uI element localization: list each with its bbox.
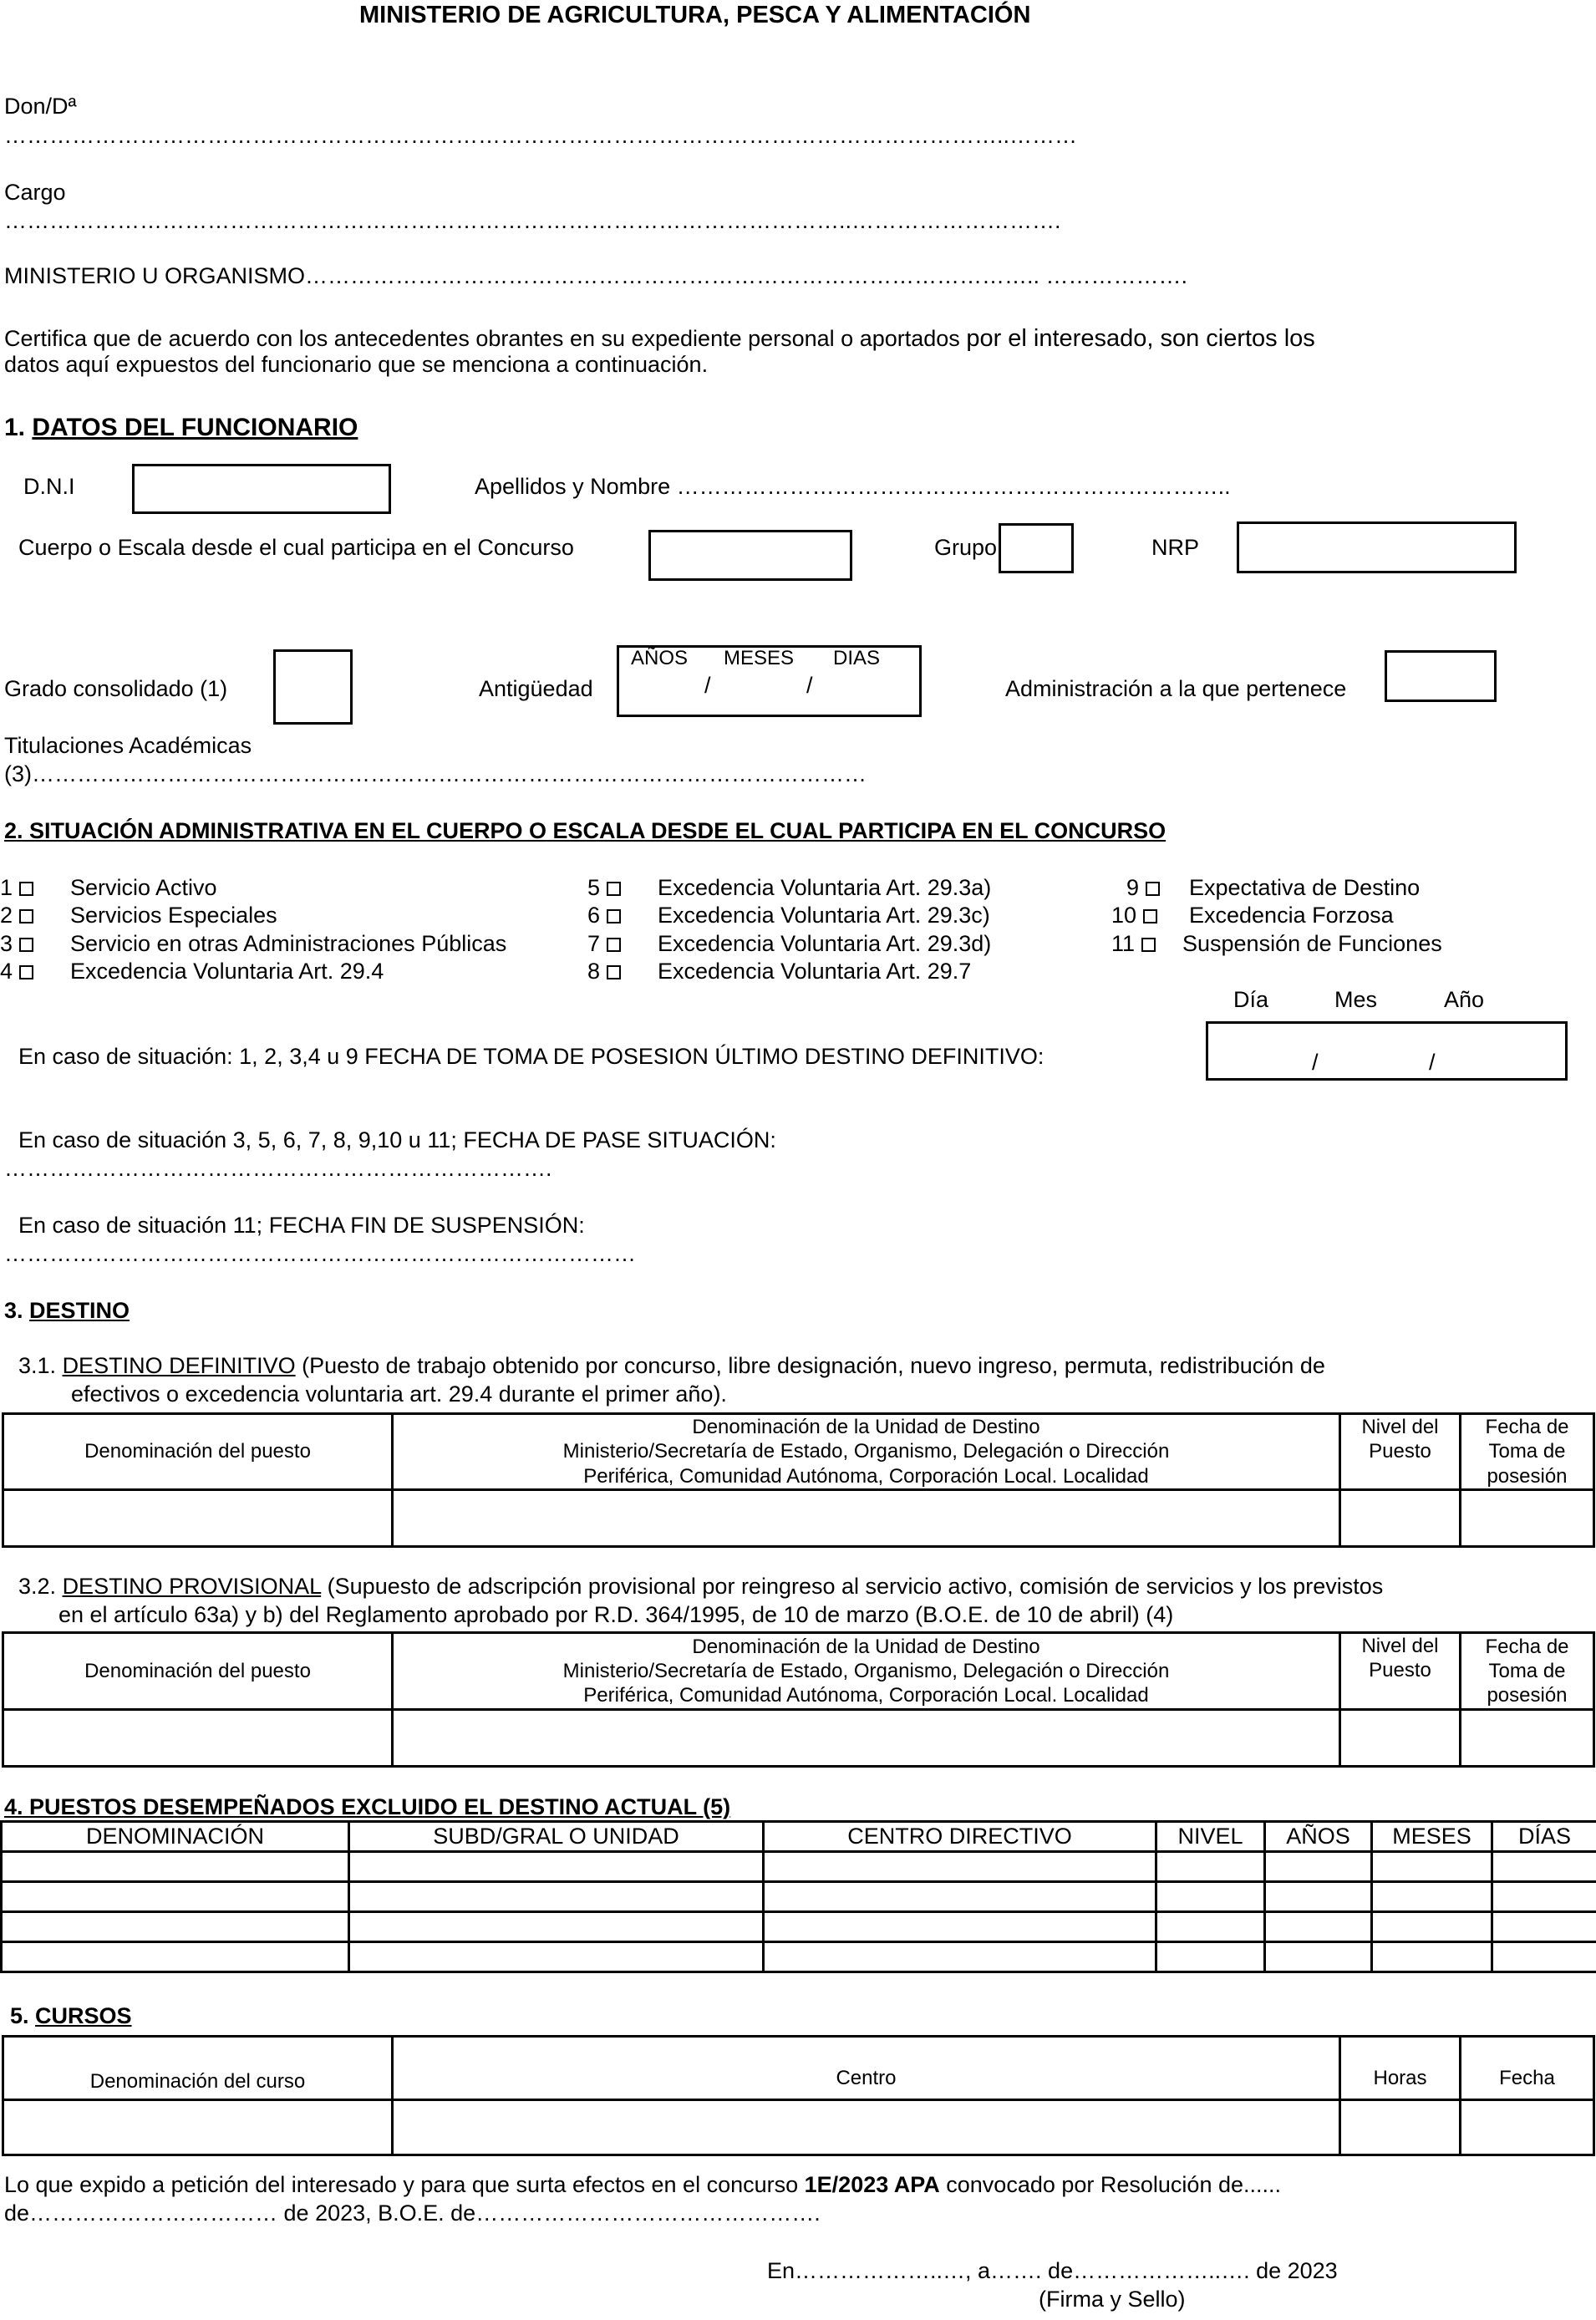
cuerpo-field[interactable] — [648, 530, 852, 581]
nrp-label: NRP — [1151, 535, 1200, 560]
header-nivel: Nivel del Puesto — [1340, 1414, 1461, 1490]
destino-provisional-text: 3.2. DESTINO PROVISIONAL (Supuesto de adscripción provisional por reingreso al servicio activo, comisión de servicios y los previstos — [18, 1574, 1384, 1599]
dias-label: DIAS — [833, 647, 881, 669]
option-2: 2 — [0, 903, 33, 929]
col-curso: Denominación del curso — [3, 2037, 393, 2100]
titulaciones-label: Titulaciones Académicas — [4, 733, 252, 758]
fecha-pase-dots: ………………………………………………………………. — [4, 1156, 552, 1181]
grado-field[interactable] — [273, 649, 353, 725]
dni-field[interactable] — [132, 464, 391, 514]
option-9-label: Expectativa de Destino — [1189, 875, 1421, 900]
antiguedad-slash-1: / — [704, 673, 711, 698]
col-fecha: Fecha — [1461, 2037, 1594, 2100]
option-5: 5 — [587, 876, 621, 901]
col-centro: Centro — [393, 2037, 1340, 2100]
cert-line-1: Certifica que de acuerdo con los antecedentes obrantes en su expediente personal o aportados por el interesado, son ciertos los — [4, 325, 1315, 352]
col-centro: CENTRO DIRECTIVO — [764, 1822, 1156, 1852]
destino-definitivo-text-2: efectivos o excedencia voluntaria art. 29.4 durante el primer año). — [71, 1381, 727, 1407]
anos-label: AÑOS — [631, 647, 689, 669]
cert-line-2: datos aquí expuestos del funcionario que se menciona a continuación. — [4, 352, 709, 377]
cursos-table — [2, 2035, 1595, 2156]
destino-definitivo-table — [2, 1412, 1595, 1548]
section-3-heading: 3. DESTINO — [4, 1298, 130, 1323]
header-nivel: Nivel del Puesto — [1340, 1633, 1461, 1710]
cell-horas[interactable] — [1340, 2100, 1461, 2155]
ministerio-label: MINISTERIO U ORGANISMO…………………………………………………………………………………….. ………………. — [4, 263, 1188, 288]
option-8-label: Excedencia Voluntaria Art. 29.7 — [658, 959, 972, 984]
header-unidad: Denominación de la Unidad de Destino Ministerio/Secretaría de Estado, Organismo, Delegación o Dirección Periférica, Comunidad Autónoma, Corporación Local. Localidad — [393, 1633, 1340, 1710]
dia-label: Día — [1233, 987, 1269, 1012]
fecha-slash-2: / — [1429, 1050, 1436, 1075]
col-meses: MESES — [1372, 1822, 1492, 1852]
fecha-slash-1: / — [1312, 1050, 1319, 1075]
header-puesto: Denominación del puesto — [3, 1633, 393, 1710]
checkbox[interactable] — [607, 909, 621, 923]
header-unidad: Denominación de la Unidad de Destino Ministerio/Secretaría de Estado, Organismo, Delegación o Dirección Periférica, Comunidad Autónoma, Corporación Local. Localidad — [393, 1414, 1340, 1490]
document-title: MINISTERIO DE AGRICULTURA, PESCA Y ALIMENTACIÓN — [359, 2, 1031, 28]
nrp-field[interactable] — [1237, 521, 1517, 573]
cell-curso[interactable] — [3, 2100, 393, 2155]
option-3: 3 — [0, 932, 33, 957]
section-5-heading: 5. CURSOS — [10, 2003, 132, 2028]
closing-line-1: Lo que expido a petición del interesado y para que surta efectos en el concurso 1E/2023 APA convocado por Resolución de...... — [4, 2172, 1282, 2197]
cell-unidad[interactable] — [393, 1710, 1340, 1767]
option-7-label: Excedencia Voluntaria Art. 29.3d) — [658, 931, 992, 956]
col-horas: Horas — [1340, 2037, 1461, 2100]
option-8: 8 — [587, 959, 621, 984]
cell-centro[interactable] — [393, 2100, 1340, 2155]
destino-definitivo-text: 3.1. DESTINO DEFINITIVO (Puesto de trabajo obtenido por concurso, libre designación, nuevo ingreso, permuta, redistribución de — [18, 1353, 1325, 1378]
header-puesto: Denominación del puesto — [3, 1414, 393, 1490]
apellidos-label: Apellidos y Nombre ……………………………………………………………….. — [475, 474, 1231, 499]
table-row — [2, 1852, 1596, 1882]
col-nivel: NIVEL — [1156, 1822, 1265, 1852]
header-fecha: Fecha de Toma de posesión — [1461, 1633, 1594, 1710]
option-11: 11 — [1111, 932, 1156, 957]
mes-label: Mes — [1334, 987, 1378, 1012]
checkbox[interactable] — [607, 882, 621, 896]
closing-line-2: de…………………………… de 2023, B.O.E. de………………………………………. — [4, 2200, 821, 2226]
table-row — [2, 1942, 1596, 1972]
cell-nivel[interactable] — [1340, 1489, 1461, 1546]
option-10: 10 — [1111, 903, 1157, 929]
fecha-toma-field[interactable] — [1206, 1021, 1568, 1081]
grupo-label: Grupo — [934, 535, 998, 560]
option-3-label: Servicio en otras Administraciones Públicas — [70, 931, 507, 956]
cell-nivel[interactable] — [1340, 1710, 1461, 1767]
antiguedad-label: Antigüedad — [479, 676, 593, 701]
antiguedad-slash-2: / — [806, 673, 813, 698]
option-9: 9 — [1126, 876, 1160, 901]
col-denominacion: DENOMINACIÓN — [2, 1822, 349, 1852]
section-2-heading: 2. SITUACIÓN ADMINISTRATIVA EN EL CUERPO O ESCALA DESDE EL CUAL PARTICIPA EN EL CONCURSO — [4, 818, 1167, 843]
destino-provisional-table — [2, 1631, 1595, 1768]
cargo-dots: …………………………………………………………………………………………………..………………………. — [4, 208, 1061, 233]
signature-label: (Firma y Sello) — [1039, 2287, 1186, 2312]
cuerpo-label: Cuerpo o Escala desde el cual participa en el Concurso — [18, 535, 574, 560]
cell-fecha[interactable] — [1461, 1489, 1594, 1546]
option-6-label: Excedencia Voluntaria Art. 29.3c) — [658, 903, 990, 928]
option-1: 1 — [0, 876, 33, 901]
checkbox[interactable] — [1143, 909, 1157, 923]
grado-label: Grado consolidado (1) — [4, 676, 228, 701]
checkbox[interactable] — [19, 882, 33, 896]
don-label: Don/Dª — [4, 94, 77, 119]
col-subd: SUBD/GRAL O UNIDAD — [349, 1822, 764, 1852]
option-10-label: Excedencia Forzosa — [1189, 903, 1394, 928]
puestos-table — [0, 1820, 1596, 1973]
administracion-field[interactable] — [1385, 650, 1497, 702]
checkbox[interactable] — [1141, 938, 1156, 952]
grupo-field[interactable] — [999, 523, 1074, 573]
cell-unidad[interactable] — [393, 1489, 1340, 1546]
titulaciones-dots: (3)………………………………………………………………………………………………… — [4, 761, 867, 786]
section-1-heading: 1. DATOS DEL FUNCIONARIO — [4, 414, 358, 441]
cell-fecha[interactable] — [1461, 1710, 1594, 1767]
checkbox[interactable] — [19, 938, 33, 952]
checkbox[interactable] — [607, 965, 621, 979]
cell-puesto[interactable] — [3, 1710, 393, 1767]
option-6: 6 — [587, 903, 621, 929]
table-row — [2, 1882, 1596, 1912]
option-4-label: Excedencia Voluntaria Art. 29.4 — [70, 959, 384, 984]
option-2-label: Servicios Especiales — [70, 903, 277, 928]
option-1-label: Servicio Activo — [70, 875, 217, 900]
destino-provisional-text-2: en el artículo 63a) y b) del Reglamento aprobado por R.D. 364/1995, de 10 de marzo (B.O.E. de 10 de abril) (4) — [58, 1602, 1174, 1627]
fecha-toma-label: En caso de situación: 1, 2, 3,4 u 9 FECHA DE TOMA DE POSESION ÚLTIMO DESTINO DEFINITIVO: — [18, 1044, 1045, 1069]
option-5-label: Excedencia Voluntaria Art. 29.3a) — [658, 875, 992, 900]
don-dots: ……………………………………………………………………………………………………………………..……… — [4, 123, 1078, 148]
ano-label: Año — [1444, 987, 1485, 1012]
cell-puesto[interactable] — [3, 1489, 393, 1546]
meses-label: MESES — [724, 647, 795, 669]
checkbox[interactable] — [19, 909, 33, 923]
cargo-label: Cargo — [4, 180, 66, 205]
section-4-heading: 4. PUESTOS DESEMPEÑADOS EXCLUIDO EL DESTINO ACTUAL (5) — [4, 1794, 731, 1819]
fecha-fin-dots: ………………………………………………………………………… — [4, 1241, 636, 1266]
checkbox[interactable] — [607, 938, 621, 952]
cell-fecha[interactable] — [1461, 2100, 1594, 2155]
administracion-label: Administración a la que pertenece — [1005, 676, 1347, 701]
checkbox[interactable] — [19, 965, 33, 979]
option-7: 7 — [587, 932, 621, 957]
col-anos: AÑOS — [1265, 1822, 1372, 1852]
option-11-label: Suspensión de Funciones — [1182, 931, 1442, 956]
fecha-fin-label: En caso de situación 11; FECHA FIN DE SUSPENSIÓN: — [18, 1213, 585, 1238]
checkbox[interactable] — [1146, 882, 1160, 896]
table-row — [2, 1912, 1596, 1942]
option-4: 4 — [0, 959, 33, 984]
dni-label: D.N.I — [23, 474, 75, 499]
header-fecha: Fecha de Toma de posesión — [1461, 1414, 1594, 1490]
fecha-pase-label: En caso de situación 3, 5, 6, 7, 8, 9,10 u 11; FECHA DE PASE SITUACIÓN: — [18, 1127, 776, 1152]
place-date-line: En………………..…, a……. de………………..…. de 2023 — [767, 2258, 1338, 2283]
col-dias: DÍAS — [1492, 1822, 1596, 1852]
